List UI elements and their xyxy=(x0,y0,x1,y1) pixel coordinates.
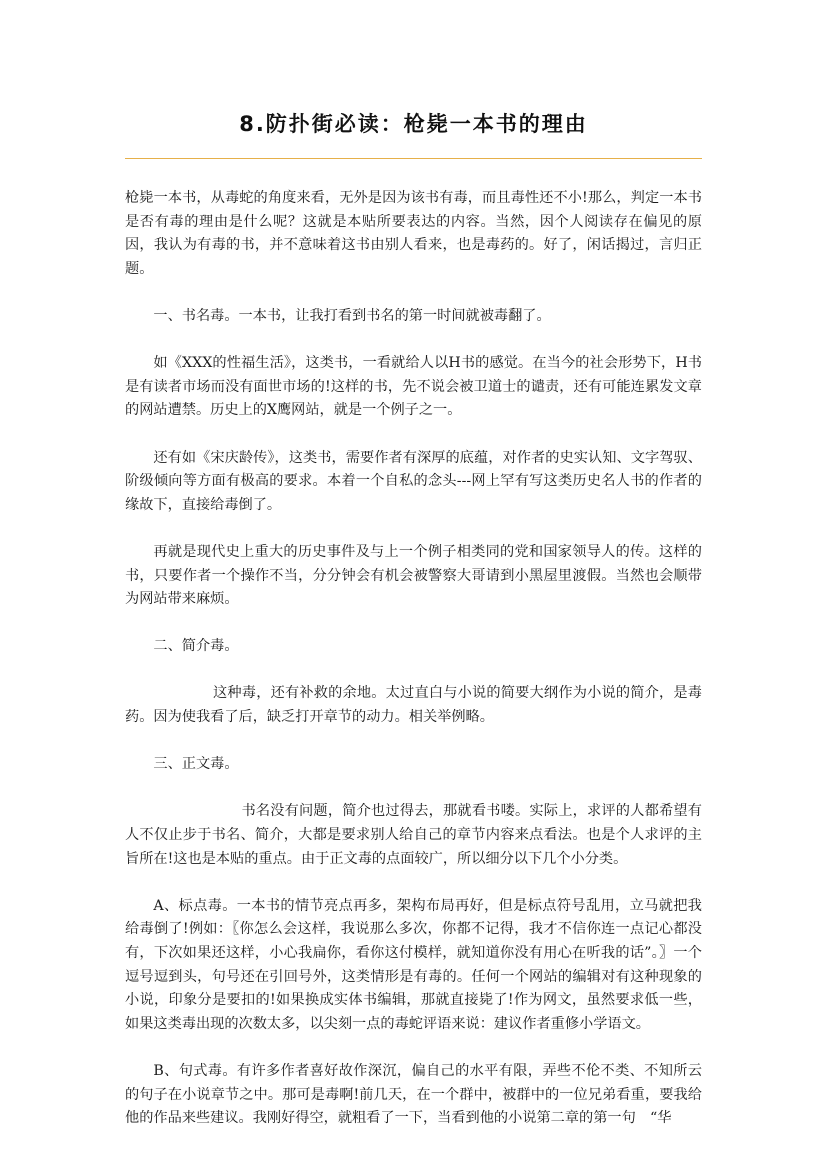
paragraph: 这种毒，还有补救的余地。太过直白与小说的简要大纲作为小说的简介，是毒药。因为使我看了后，缺乏打开章节的动力。相关举例略。 xyxy=(125,685,702,726)
paragraph-punctuation-poison: A、标点毒。一本书的情节亮点再多，架构布局再好，但是标点符号乱用，立马就把我给毒倒了!例如：〖你怎么会这样，我说那么多次，你都不记得，我才不信你连一点记心都没有，下次如果还这样，小心我扁你，看你这付模样，就知道你没有用心在听我的话”。〗一个逗号逗到头，句号还在引回号外，这类情形是有毒的。任何一个网站的编辑对有这种现象的小说，印象分是要扣的!如果换成实体书编辑，那就直接毙了!作为网文，虽然要求低一些，如果这类毒出现的次数太多，以尖刻一点的毒蛇评语来说：建议作者重修小学语文。 xyxy=(125,897,702,1032)
paragraph: 再就是现代史上重大的历史事件及与上一个例子相类同的党和国家领导人的传。这样的书，只要作者一个操作不当，分分钟会有机会被警察大哥请到小黑屋里渡假。当然也会顺带为网站带来麻烦。 xyxy=(125,543,702,608)
document-title: 8.防扑街必读：枪毙一本书的理由 xyxy=(239,112,588,136)
paragraph-sentence-poison: B、句式毒。有许多作者喜好故作深沉，偏自己的水平有限，弄些不伦不类、不知所云的句子在小说章节之中。那可是毒啊!前几天，在一个群中，被群中的一位兄弟看重，要我给他的作品来些建议。我刚好得空，就粗看了一下，当看到他的小说第二章的第一句 “华 xyxy=(125,1062,702,1127)
section-heading-synopsis-poison: 二、简介毒。 xyxy=(153,638,239,655)
title-divider xyxy=(125,158,702,159)
document-body xyxy=(125,187,702,1154)
paragraph: 还有如《宋庆龄传》，这类书，需要作者有深厚的底蕴，对作者的史实认知、文字驾驭、阶级倾向等方面有极高的要求。本着一个自私的念头---网上罕有写这类历史名人书的作者的缘故下，直接给毒倒了。 xyxy=(125,449,702,513)
paragraph: 书名没有问题，简介也过得去，那就看书喽。实际上，求评的人都希望有人不仅止步于书名、简介，大都是要求别人给自己的章节内容来点看法。也是个人求评的主旨所在!这也是本贴的重点。由于正文毒的点面较广，所以细分以下几个小分类。 xyxy=(125,803,702,867)
paragraph-intro: 枪毙一本书，从毒蛇的角度来看，无外是因为该书有毒，而且毒性还不小!那么，判定一本书是否有毒的理由是什么呢？这就是本贴所要表达的内容。当然，因个人阅读存在偏见的原因，我认为有毒的书，并不意味着这书由别人看来，也是毒药的。好了，闲话揭过，言归正题。 xyxy=(125,190,702,277)
section-heading-text-poison: 三、正文毒。 xyxy=(153,756,239,773)
section-heading-title-poison: 一、书名毒。一本书，让我打看到书名的第一时间就被毒翻了。 xyxy=(153,307,551,324)
paragraph: 如《XXX的性福生活》，这类书，一看就给人以H书的感觉。在当今的社会形势下，H书是有读者市场而没有面世市场的!这样的书，先不说会被卫道士的谴责，还有可能连累发文章的网站遭禁。历史上的X鹰网站，就是一个例子之一。 xyxy=(125,355,702,419)
